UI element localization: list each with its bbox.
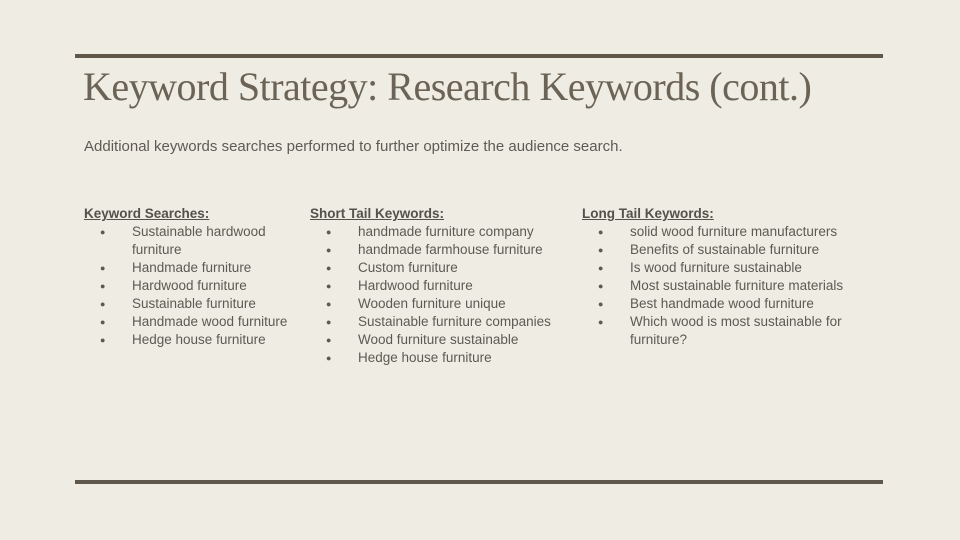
bottom-rule — [75, 480, 883, 484]
bullet-item: ● Sustainable hardwood furniture — [84, 223, 310, 259]
bullet-item: ● Wooden furniture unique — [310, 295, 582, 313]
bullet-item: ● Best handmade wood furniture — [582, 295, 872, 313]
bullet-item: ● Benefits of sustainable furniture — [582, 241, 872, 259]
bullet-item: ● Handmade wood furniture — [84, 313, 310, 331]
keyword-list — [310, 223, 582, 367]
bullet-item: ● solid wood furniture manufacturers — [582, 223, 872, 241]
bullet-item: ● Most sustainable furniture materials — [582, 277, 872, 295]
slide-title: Keyword Strategy: Research Keywords (cont.) — [83, 64, 812, 109]
column-heading: Long Tail Keywords: — [582, 206, 714, 221]
bullet-item: ● Handmade furniture — [84, 259, 310, 277]
bullet-item: ● Hardwood furniture — [84, 277, 310, 295]
bullet-item: ● Is wood furniture sustainable — [582, 259, 872, 277]
keyword-columns — [84, 205, 872, 367]
bullet-item: ● Hedge house furniture — [310, 349, 582, 367]
keyword-list — [84, 223, 310, 349]
column-heading: Keyword Searches: — [84, 206, 210, 221]
bullet-item: ● Sustainable furniture — [84, 295, 310, 313]
column-short-tail-keywords — [310, 205, 582, 367]
column-long-tail-keywords — [582, 205, 872, 349]
slide-subtitle: Additional keywords searches performed to further optimize the audience search. — [84, 138, 623, 155]
bullet-item: ● Which wood is most sustainable for furniture? — [582, 313, 872, 349]
column-keyword-searches — [84, 205, 310, 349]
keyword-list — [582, 223, 872, 349]
bullet-item: ● Sustainable furniture companies — [310, 313, 582, 331]
bullet-item: ● Wood furniture sustainable — [310, 331, 582, 349]
bullet-item: ● Custom furniture — [310, 259, 582, 277]
bullet-item: ● Hardwood furniture — [310, 277, 582, 295]
column-heading: Short Tail Keywords: — [310, 206, 445, 221]
bullet-item: ● Hedge house furniture — [84, 331, 310, 349]
top-rule — [75, 54, 883, 58]
bullet-item: ● handmade furniture company — [310, 223, 582, 241]
bullet-item: ● handmade farmhouse furniture — [310, 241, 582, 259]
